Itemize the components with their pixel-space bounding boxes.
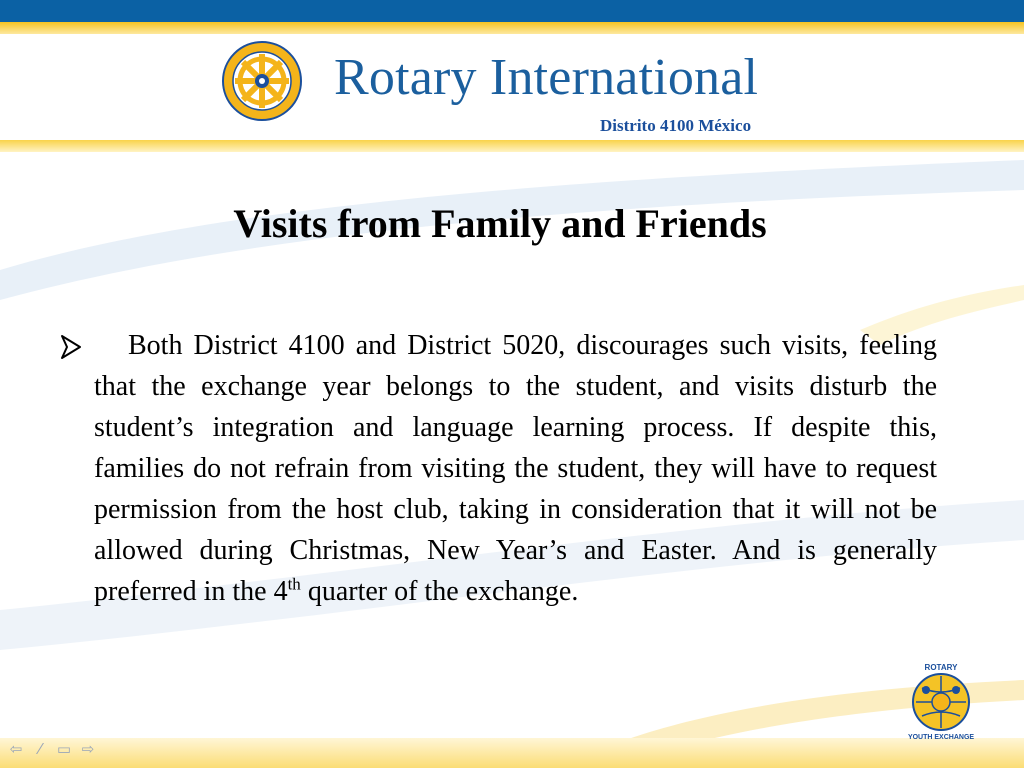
rye-bottom-text: YOUTH EXCHANGE: [907, 734, 975, 740]
paragraph-main: Both District 4100 and District 5020, discourages such visits, feeling that the exchange year belongs to the student, and visits disturb the student’s integration and language learning process. If despite this, families do not refrain from visiting the student, they will have to request permission from the host club, taking in consideration that it will not be allowed during Christmas, New Year’s and Easter. And is generally preferred in the 4: [94, 330, 937, 607]
rotary-youth-exchange-logo-icon: [902, 660, 980, 740]
footer-gold-band: [0, 738, 1024, 768]
rotary-wheel-icon: [221, 40, 303, 122]
slide-navigation: [8, 740, 96, 758]
bullet-paragraph: [94, 325, 937, 612]
district-label: Distrito 4100 México: [600, 116, 752, 135]
rye-top-text: ROTARY: [924, 663, 958, 672]
brand-title: Rotary International: [334, 49, 759, 106]
slide-title: Visits from Family and Friends: [233, 201, 767, 246]
paragraph-end: quarter of the exchange.: [300, 576, 579, 607]
slide-menu-icon[interactable]: ▭: [56, 740, 72, 758]
arrow-bullet-icon: [60, 334, 82, 360]
pen-tool-icon[interactable]: ⁄: [38, 740, 42, 758]
next-slide-icon[interactable]: ⇨: [81, 740, 95, 758]
previous-slide-icon[interactable]: ⇦: [9, 740, 23, 758]
paragraph-superscript: th: [287, 574, 301, 594]
